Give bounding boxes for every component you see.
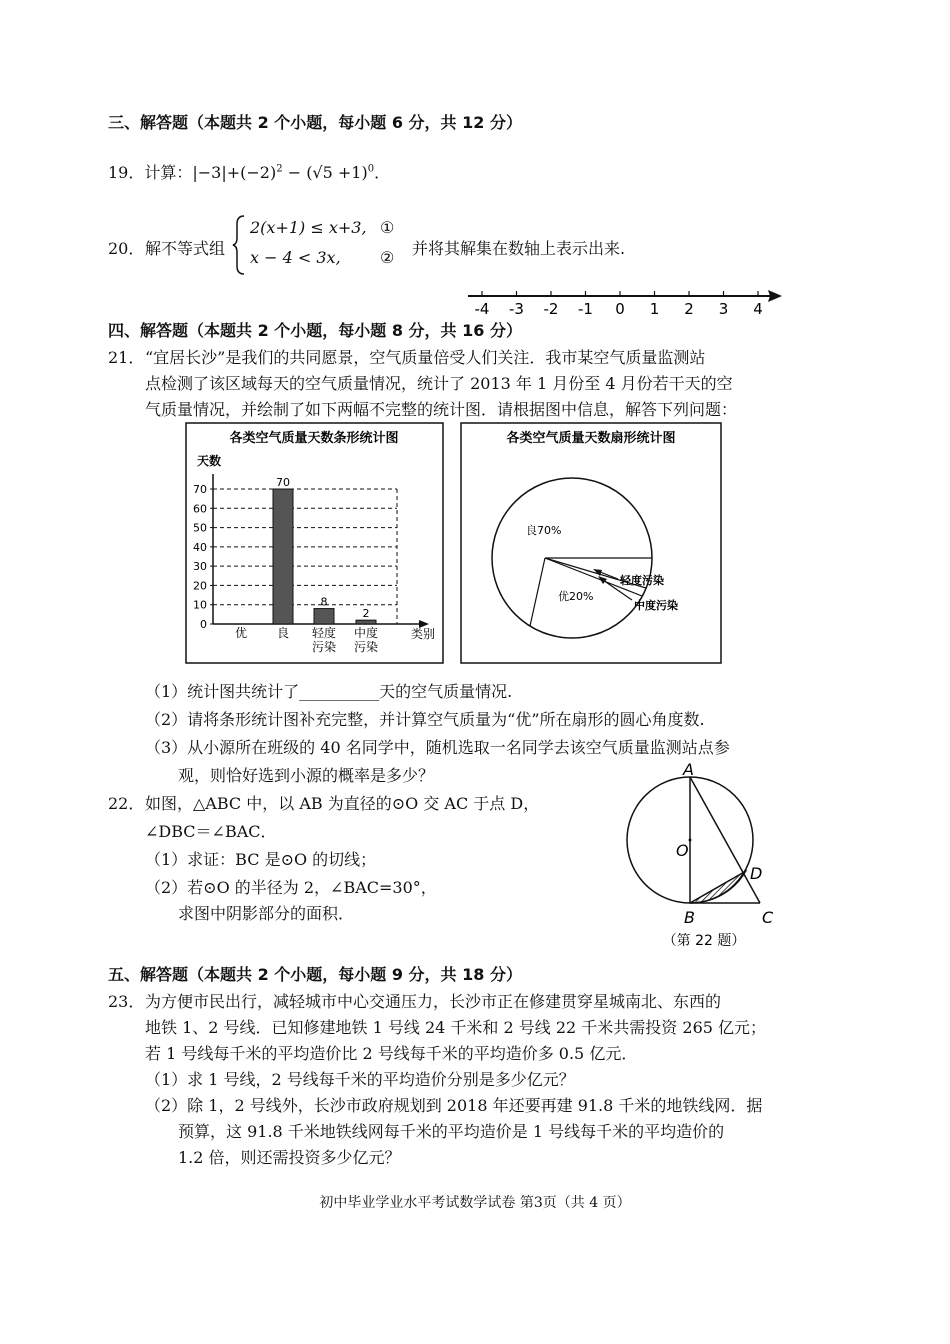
q19-mid: − (√5 +1) <box>282 163 368 182</box>
q22-sub-1: （1）求证：BC 是⊙O 的切线； <box>145 850 377 869</box>
bar-value-label: 70 <box>276 476 290 489</box>
label-d: D <box>750 864 763 883</box>
bar-category-label: 轻度 <box>311 626 337 640</box>
q20-number: 20． <box>108 239 145 258</box>
bar-category-label: 污染 <box>311 640 337 654</box>
q20-inequality-2: x − 4 < 3x, <box>250 248 341 267</box>
pie-slice-label-moderate: 中度污染 <box>634 599 678 612</box>
number-line-tick-label: -3 <box>509 300 524 318</box>
bar-y-tick-label: 10 <box>193 598 207 612</box>
pie-chart <box>460 422 722 664</box>
center-point <box>689 839 692 842</box>
q22-number: 22． <box>108 794 145 813</box>
number-line-tick-label: -4 <box>474 300 490 318</box>
bar-y-tick-label: 30 <box>193 560 207 574</box>
q20-lead: 解不等式组 <box>145 239 226 258</box>
q21-sub-3b: 观，则恰好选到小源的概率是多少？ <box>178 766 435 785</box>
bar-y-tick-label: 40 <box>193 540 207 554</box>
q22-sub-2b: 求图中阴影部分的面积． <box>178 904 355 923</box>
number-line-tick-label: 1 <box>649 300 660 318</box>
q23-sub-2c: 1.2 倍，则还需投资多少亿元？ <box>178 1148 401 1167</box>
bar-y-tick-label: 50 <box>193 521 207 535</box>
bar-2 <box>314 609 334 624</box>
q21-line-2: 点检测了该区域每天的空气质量情况，统计了 2013 年 1 月份至 4 月份若干天的空 <box>145 374 733 393</box>
q19-exponent-1: 2 <box>276 163 283 175</box>
bar-chart-title: 各类空气质量天数条形统计图 <box>229 431 399 446</box>
section-5-title: 五、解答题（本题共 2 个小题，每小题 9 分，共 18 分） <box>108 965 522 984</box>
bar-chart-xlabel: 类别 <box>411 627 436 641</box>
number-line-tick-label: -2 <box>543 300 559 318</box>
q23-sub-2b: 预算，这 91.8 千米地铁线网每千米的平均造价是 1 号线每千米的平均造价的 <box>178 1122 725 1141</box>
pie-chart-title: 各类空气质量天数扇形统计图 <box>506 431 676 446</box>
q20-mark-1: ① <box>380 218 395 237</box>
label-c: C <box>762 908 774 927</box>
bar-y-tick-label: 0 <box>200 618 207 631</box>
pie-chart-frame <box>461 423 721 663</box>
pie-slice-label-good: 良70% <box>526 524 562 537</box>
bar-y-tick-label: 20 <box>193 579 207 593</box>
segment-bd <box>690 871 746 903</box>
pie-slice-label-excellent: 优20% <box>558 590 594 603</box>
bar-value-label: 2 <box>362 607 370 621</box>
page-footer: 初中毕业学业水平考试数学试卷 第3页（共 4 页） <box>319 1195 631 1211</box>
bar-category-label: 污染 <box>353 640 379 654</box>
q20-inequality-1: 2(x+1) ≤ x+3, <box>250 218 367 237</box>
q23-sub-1: （1）求 1 号线，2 号线每千米的平均造价分别是多少亿元？ <box>145 1070 575 1089</box>
number-line-tick-label: 4 <box>753 300 763 318</box>
label-b: B <box>684 908 695 927</box>
bar-value-label: 8 <box>320 595 328 609</box>
q19-text: 计算：|−3|+(−2) <box>144 163 277 182</box>
bar-y-tick-label: 70 <box>193 483 207 496</box>
label-a: A <box>683 762 694 779</box>
bar-1 <box>273 489 293 624</box>
label-o: O <box>676 841 689 860</box>
number-line-tick-label: 3 <box>718 300 729 318</box>
number-line-tick-label: 0 <box>615 300 625 318</box>
q21-sub-1: （1）统计图共统计了__________天的空气质量情况. <box>145 682 513 701</box>
q19-end: ． <box>374 163 391 182</box>
bar-chart <box>185 422 444 664</box>
number-line-tick-label: -1 <box>578 300 593 318</box>
pie-slice-label-light: 轻度污染 <box>620 574 664 587</box>
bar-3 <box>356 620 376 624</box>
q20-tail: 并将其解集在数轴上表示出来. <box>412 239 626 258</box>
q22-line-2: ∠DBC＝∠BAC． <box>145 822 277 841</box>
q23-sub-2a: （2）除 1，2 号线外，长沙市政府规划到 2018 年还要再建 91.8 千米的地铁线网．据 <box>145 1096 763 1115</box>
figure-caption: （第 22 题） <box>662 933 746 949</box>
q23-line-1: 为方便市民出行，减轻城市中心交通压力，长沙市正在修建贯穿星城南北、东西的 <box>145 992 722 1011</box>
bar-category-label: 优 <box>234 626 248 640</box>
q21-sub-2: （2）请将条形统计图补充完整，并计算空气质量为“优”所在扇形的圆心角度数. <box>145 710 705 729</box>
q20-mark-2: ② <box>380 248 395 267</box>
q19-number: 19． <box>108 163 145 182</box>
bar-category-label: 良 <box>276 626 290 640</box>
q22-sub-2a: （2）若⊙O 的半径为 2，∠BAC=30°， <box>145 878 437 897</box>
number-line <box>466 284 786 320</box>
section-4-title: 四、解答题（本题共 2 个小题，每小题 8 分，共 16 分） <box>108 321 522 340</box>
q21-number: 21． <box>108 348 145 367</box>
circle-figure <box>620 762 790 952</box>
q22-line-1: 如图，△ABC 中，以 AB 为直径的⊙O 交 AC 于点 D， <box>145 794 540 813</box>
section-3-title: 三、解答题（本题共 2 个小题，每小题 6 分，共 12 分） <box>108 113 522 132</box>
q20-brace <box>232 214 246 276</box>
bar-chart-ylabel: 天数 <box>197 454 222 468</box>
q23-line-3: 若 1 号线每千米的平均造价比 2 号线每千米的平均造价多 0.5 亿元． <box>145 1044 638 1063</box>
q21-sub-3a: （3）从小源所在班级的 40 名同学中，随机选取一名同学去该空气质量监测站点参 <box>145 738 730 757</box>
q21-line-3: 气质量情况，并绘制了如下两幅不完整的统计图．请根据图中信息，解答下列问题： <box>145 400 738 419</box>
bar-y-tick-label: 60 <box>193 502 207 516</box>
q23-number: 23． <box>108 992 145 1011</box>
bar-category-label: 中度 <box>353 626 379 640</box>
number-line-tick-label: 2 <box>684 300 694 318</box>
question-19 <box>108 160 390 183</box>
q21-line-1: “宜居长沙”是我们的共同愿景，空气质量倍受人们关注．我市某空气质量监测站 <box>145 348 706 367</box>
q23-line-2: 地铁 1、2 号线．已知修建地铁 1 号线 24 千米和 2 号线 22 千米共需投资 265 亿元； <box>145 1018 767 1037</box>
number-line-arrow <box>768 290 782 302</box>
q19-exponent-2: 0 <box>367 163 375 175</box>
